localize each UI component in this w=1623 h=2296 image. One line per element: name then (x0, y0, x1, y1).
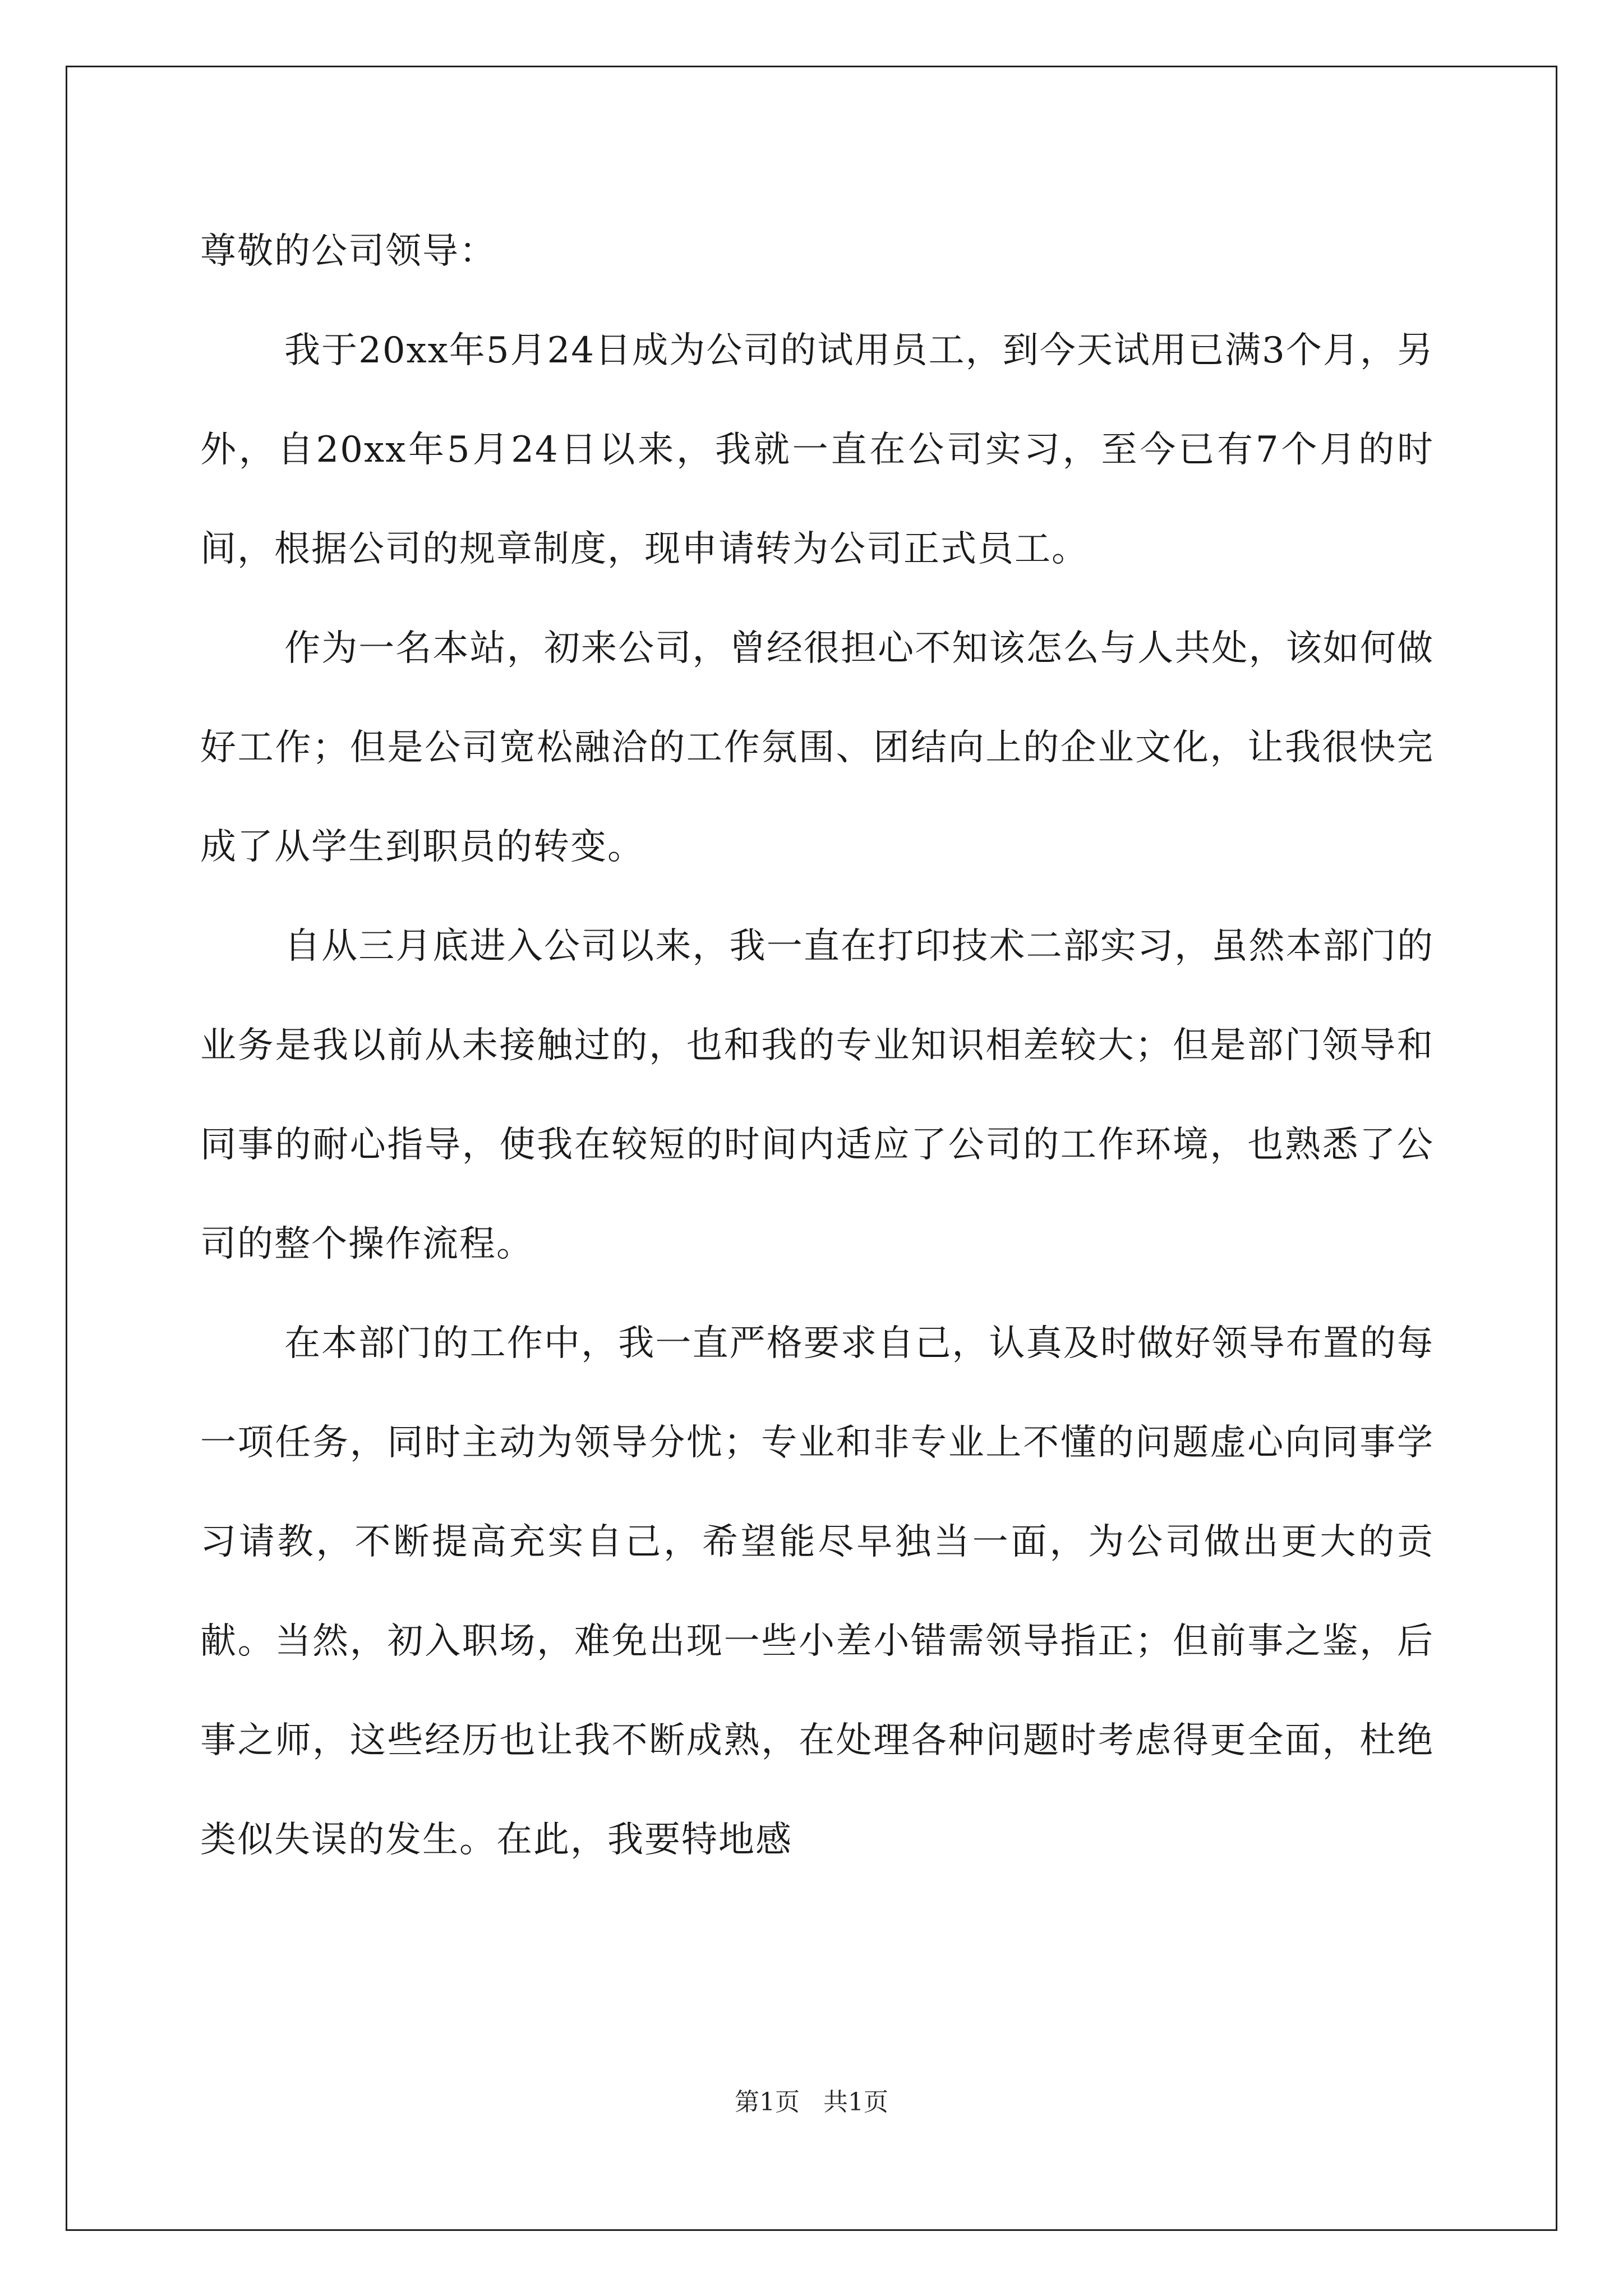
page-total: 共1页 (823, 2088, 888, 2116)
paragraph-4: 在本部门的工作中，我一直严格要求自己，认真及时做好领导布置的每一项任务，同时主动为领导分忧；专业和非专业上不懂的问题虚心向同事学习请教，不断提高充实自己，希望能尽早独当一面，为公司做出更大的贡献。当然，初入职场，难免出现一些小差小错需领导指正；但前事之鉴，后事之师，这些经历也让我不断成熟，在处理各种问题时考虑得更全面，杜绝类似失误的发生。在此，我要特地感 (200, 1323, 1434, 1861)
paragraph-1: 我于20xx年5月24日成为公司的试用员工，到今天试用已满3个月，另外，自20xx年5月24日以来，我就一直在公司实习，至今已有7个月的时间，根据公司的规章制度，现申请转为公司正式员工。 (200, 330, 1434, 570)
salutation: 尊敬的公司领导： (200, 231, 496, 272)
page-number: 第1页 (735, 2088, 800, 2116)
page-footer (0, 2087, 1623, 2118)
paragraph-3: 自从三月底进入公司以来，我一直在打印技术二部实习，虽然本部门的业务是我以前从未接触过的，也和我的专业知识相差较大；但是部门领导和同事的耐心指导，使我在较短的时间内适应了公司的工作环境，也熟悉了公司的整个操作流程。 (200, 926, 1434, 1265)
paragraph-2: 作为一名本站，初来公司，曾经很担心不知该怎么与人共处，该如何做好工作；但是公司宽松融洽的工作氛围、团结向上的企业文化，让我很快完成了从学生到职员的转变。 (200, 628, 1434, 868)
document-body (200, 202, 1434, 1890)
